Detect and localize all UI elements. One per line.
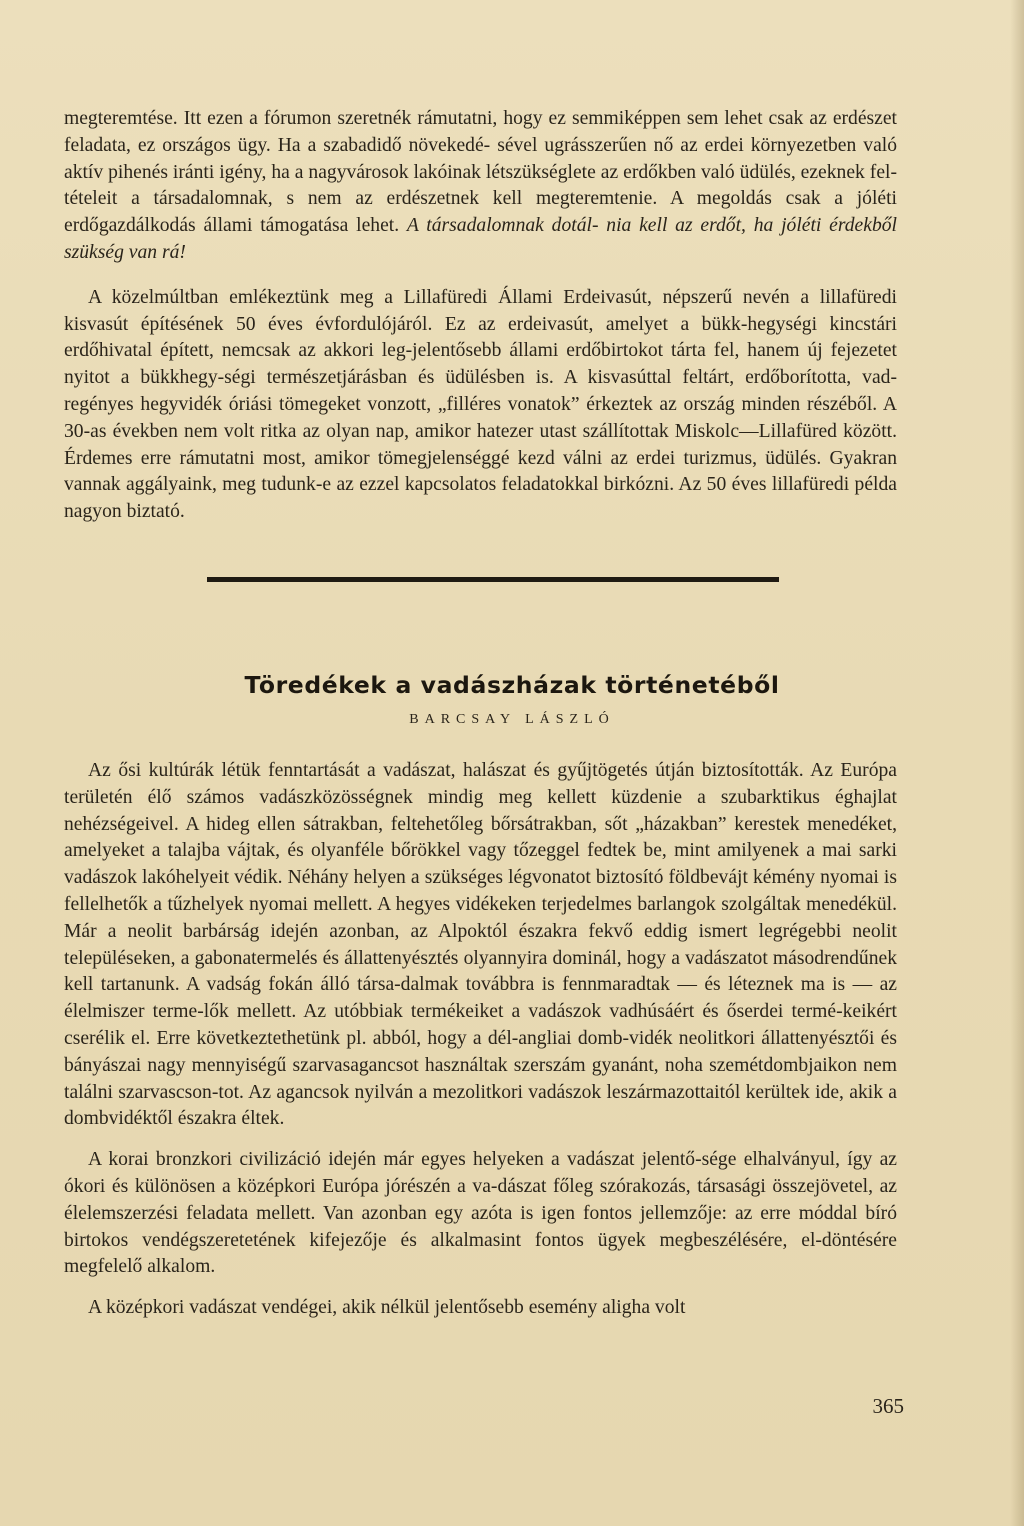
section-divider [207,577,779,582]
para-line: sével ugrásszerűen nő az erdei környezetben való aktív pihenés iránti igény, [64,134,898,183]
para-line: tételeit a társadalomnak, s nem az erdészetnek kell megteremtenie. A megoldás [64,188,772,210]
para-line: csak a jóléti erdőgazdálkodás állami támogatása lehet. [64,188,897,237]
article-paragraph: A középkori vadászat vendégei, akik nélkül jelentősebb esemény aligha volt [88,1297,686,1319]
article-paragraph: A korai bronzkori civilizáció idején már egyes helyeken a vadászat jelentő-sége elhalványul, így az ókori és különösen a középkori Európa jórészén a va-dászat főleg szórakozás, társasági összejövetel, az élelemszerzési feladata mellett. Van azonban egy azóta is igen fontos jellemzője: az erre móddal bíró birtokos vendégszeretetének kifejezője és alkalmasint fontos ügyek megbeszélésére, el-döntésére megfelelő alkalom. [64,1149,897,1278]
article-title: Töredékek a vadászházak történetéből [244,671,780,699]
article-body [64,758,897,1322]
article-paragraph: Az ősi kultúrák létük fenntartását a vadászat, halászat és gyűjtögetés útján biztosították. Az Európa területén élő számos vadászközösségnek mindig meg kellett küzdenie a szubarktikus éghajlat nehézségeivel. A hideg ellen sátrakban, feltehetőleg bőrsátrakban, sőt „házakban” kerestek menedéket, amelyeket a talajba vájtak, és olyanféle bőrökkel vagy tőzeggel fedtek be, mint amilyenek a mai sarki vadászok lakóhelyeit védik. Néhány helyen a szükséges légvonatot biztosító földbevájt kémény nyomai is fellelhetők a tűzhelyek nyomai mellett. A hegyes vidékeken terjedelmes barlangok szolgáltak menedékül. Már a neolit barbárság idején azonban, az Alpoktól északra fekvő eddig ismert legrégebbi neolit településeken, a gabonatermelés és állattenyésztés olyannyira dominál, hogy a vadászatot másodrendűnek kell tartanunk. A vadság fokán álló társa-dalmak továbbra is fennmaradtak — és léteznek ma is — az élelmiszer terme-lők mellett. Az utóbbiak termékeiket a vadászok vadhúsáért és őserdei termé-keikért cserélik el. Erre következtethetünk pl. abból, hogy a dél-angliai domb-vidék neolitkori állattenyésztői és bányászai nagy mennyiségű szarvasagancsot használtak szerszám gyanánt, noha szemétdombjaikon nem találni szarvascson-tot. Az agancsok nyilván a mezolitkori vadászok leszármazottaitól kerültek ide, akik a dombvidéktől északra éltek. [64,760,897,1130]
para-line: ha a nagyvárosok lakóinak létszükséglete az erdőkben való üdülés, ezeknek fel- [271,161,897,183]
para-line: megteremtése. Itt ezen a fórumon szeretnék rámutatni, hogy ez semmiképpen [64,108,681,129]
article-author: BARCSAY LÁSZLÓ [409,712,615,727]
page-edge-shadow [1010,0,1024,1526]
continued-text-block [64,106,897,526]
italic-emphasis: nia kell az erdőt, ha jóléti érdekből szükség van rá! [64,215,897,263]
page-number: 365 [872,1394,904,1418]
italic-emphasis: A társadalomnak dotál- [406,215,599,237]
lillafured-paragraph: A közelmúltban emlékeztünk meg a Lillafüredi Állami Erdeivasút, népszerű nevén a lillafüredi kisvasút építésének 50 éves évfordulójáról. Ez az erdeivasút, amelyet a bükk-hegységi kincstári erdőhivatal épített, nemcsak az akkori leg-jelentősebb állami erdőbirtokot tárta fel, hanem új fejezetet nyitot a bükkhegy-ségi természetjárásban és üdülésben is. A kisvasúttal feltárt, erdőborította, vad-regényes hegyvidék óriási tömegeket vonzott, „filléres vonatok” érkeztek az ország minden részéből. A 30-as években nem volt ritka az olyan nap, amikor hatezer utast szállítottak Miskolc—Lillafüred között. Érdemes erre rámutatni most, amikor tömegjelenséggé kezd válni az erdei turizmus, üdülés. Gyakran vannak aggályaink, meg tudunk-e az ezzel kapcsolatos feladatokkal birkózni. Az 50 éves lillafüredi példa nagyon biztató. [64,286,897,523]
continued-paragraph [64,106,897,267]
para-line: sem lehet csak az erdészet feladata, ez országos ügy. Ha a szabadidő növekedé- [64,108,897,156]
